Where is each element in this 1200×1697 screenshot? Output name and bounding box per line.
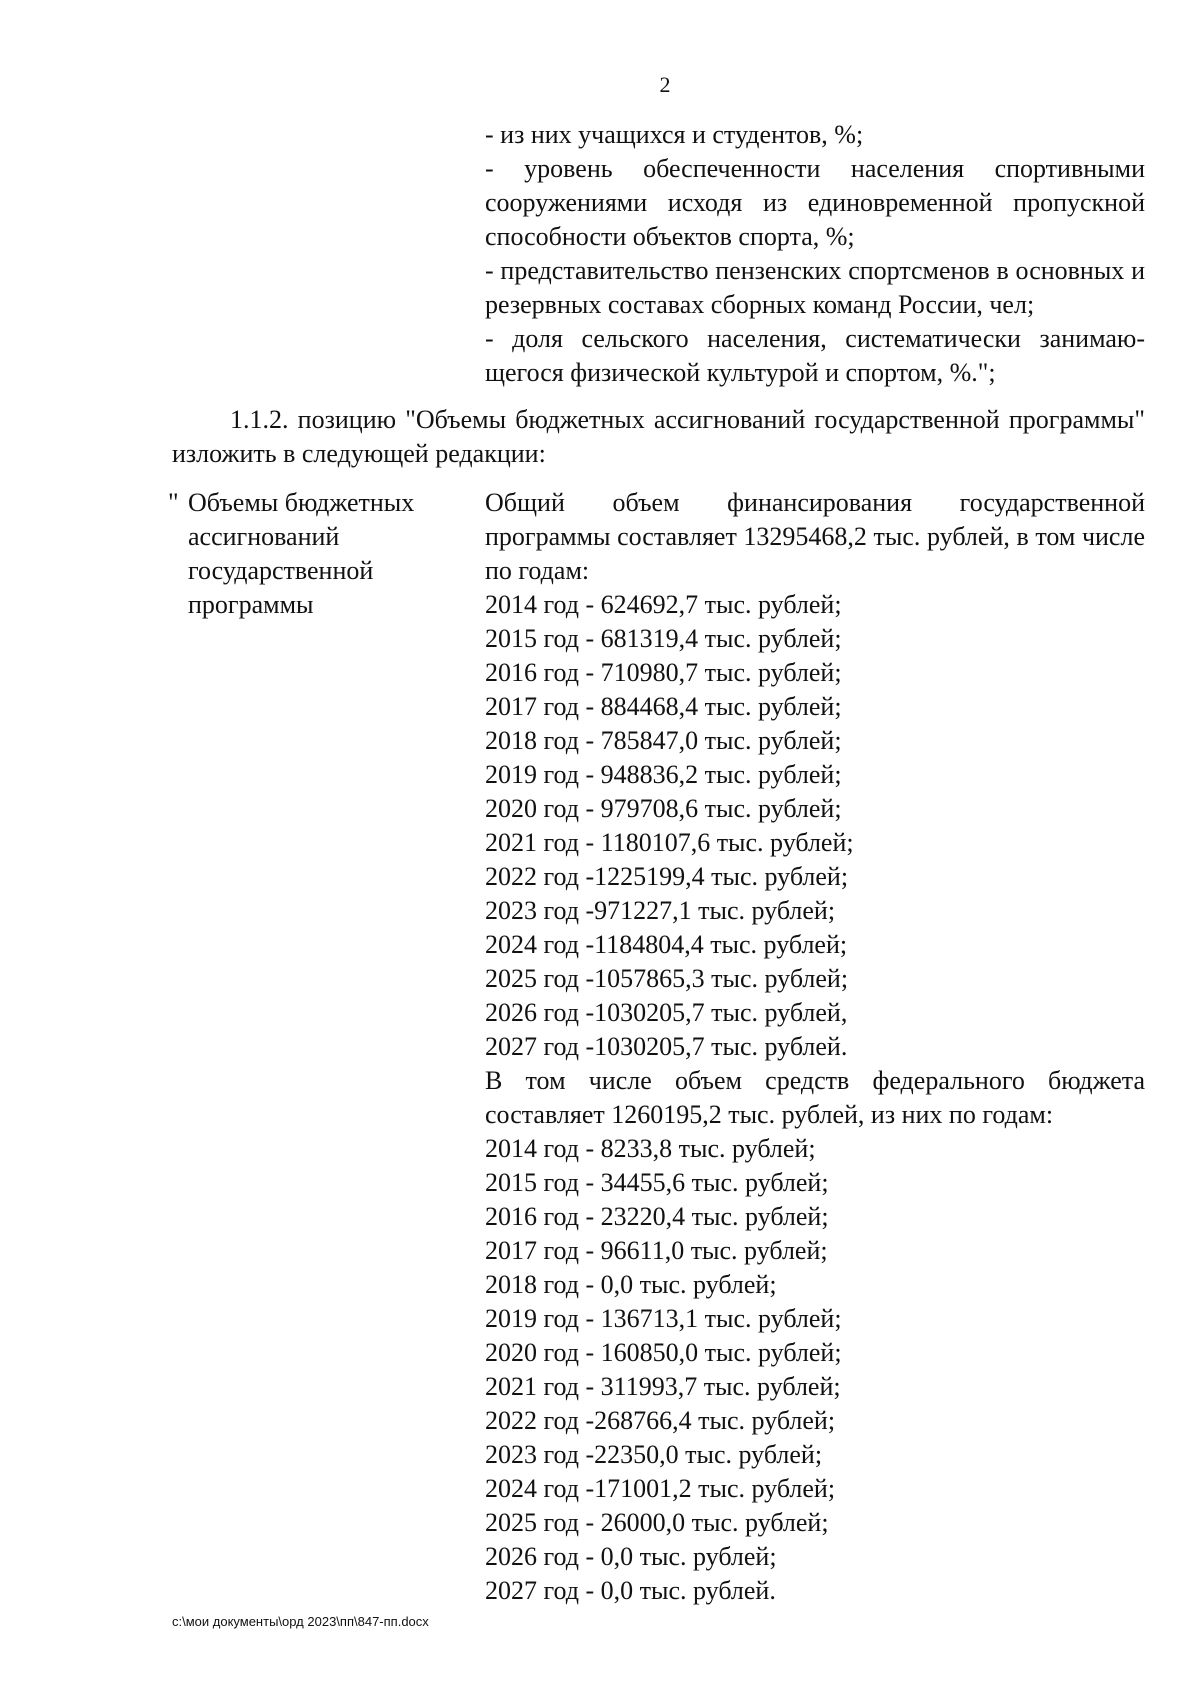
federal-intro: В том числе объем средств федерального бюджета составляет 1260195,2 тыс. рублей, из них по годам: — [485, 1066, 1145, 1129]
federal-by-year-list — [485, 1132, 1145, 1608]
total-year-item: 2021 год - 1180107,6 тыс. рублей; — [485, 828, 854, 857]
total-year-item: 2024 год -1184804,4 тыс. рублей; — [485, 930, 848, 959]
federal-year-item: 2025 год - 26000,0 тыс. рублей; — [485, 1508, 829, 1537]
federal-year-item: 2014 год - 8233,8 тыс. рублей; — [485, 1134, 816, 1163]
federal-year-item: 2024 год -171001,2 тыс. рублей; — [485, 1474, 836, 1503]
total-year-item: 2014 год - 624692,7 тыс. рублей; — [485, 590, 842, 619]
federal-year-item: 2023 год -22350,0 тыс. рублей; — [485, 1440, 823, 1469]
indicator-item: - уровень обеспеченности населения спортивными сооружениями исходя из единовременной пропускной способности объектов спорта, %; — [485, 154, 1145, 251]
total-year-item: 2023 год -971227,1 тыс. рублей; — [485, 896, 836, 925]
total-year-item: 2026 год -1030205,7 тыс. рублей, — [485, 998, 848, 1027]
label-line: ассигнований — [188, 522, 340, 551]
federal-year-item: 2022 год -268766,4 тыс. рублей; — [485, 1406, 836, 1435]
indicator-item: - представительство пензенских спортсменов в основных и резервных составах сборных команд России, чел; — [485, 256, 1145, 319]
federal-year-item: 2015 год - 34455,6 тыс. рублей; — [485, 1168, 829, 1197]
file-path-footer: c:\мои документы\орд 2023\пп\847-пп.docx — [172, 1614, 429, 1629]
indicator-item: - из них учащихся и студентов, %; — [485, 120, 864, 149]
label-line: государственной — [188, 556, 374, 585]
position-label — [168, 486, 468, 622]
total-intro: Общий объем финансирования государственной программы составляет 13295468,2 тыс. рублей, в том числе по годам: — [485, 488, 1145, 585]
total-year-item: 2018 год - 785847,0 тыс. рублей; — [485, 726, 842, 755]
section-text: 1.1.2. позицию "Объемы бюджетных ассигнований государственной программы" изложить в следующей редакции: — [172, 405, 1145, 468]
label-line: Объемы бюджетных — [188, 488, 415, 517]
total-year-item: 2020 год - 979708,6 тыс. рублей; — [485, 794, 842, 823]
federal-year-item: 2027 год - 0,0 тыс. рублей. — [485, 1576, 776, 1605]
federal-year-item: 2026 год - 0,0 тыс. рублей; — [485, 1542, 777, 1571]
total-year-item: 2017 год - 884468,4 тыс. рублей; — [485, 692, 842, 721]
page-number: 2 — [659, 72, 671, 97]
total-year-item: 2027 год -1030205,7 тыс. рублей. — [485, 1032, 848, 1061]
federal-year-item: 2018 год - 0,0 тыс. рублей; — [485, 1270, 777, 1299]
federal-year-item: 2017 год - 96611,0 тыс. рублей; — [485, 1236, 828, 1265]
federal-year-item: 2019 год - 136713,1 тыс. рублей; — [485, 1304, 842, 1333]
indicator-list — [485, 118, 1145, 390]
opening-quote: " — [168, 488, 179, 517]
total-year-item: 2025 год -1057865,3 тыс. рублей; — [485, 964, 849, 993]
total-year-item: 2015 год - 681319,4 тыс. рублей; — [485, 624, 842, 653]
federal-year-item: 2016 год - 23220,4 тыс. рублей; — [485, 1202, 829, 1231]
federal-year-item: 2020 год - 160850,0 тыс. рублей; — [485, 1338, 842, 1367]
funding-values — [485, 486, 1145, 1608]
indicator-item: - доля сельского населения, систематически занимаю-щегося физической культурой и спортом, %."; — [485, 324, 1145, 387]
total-year-item: 2016 год - 710980,7 тыс. рублей; — [485, 658, 842, 687]
federal-year-item: 2021 год - 311993,7 тыс. рублей; — [485, 1372, 841, 1401]
section-paragraph — [172, 403, 1145, 471]
total-year-item: 2022 год -1225199,4 тыс. рублей; — [485, 862, 849, 891]
label-line: программы — [188, 590, 314, 619]
total-by-year-list — [485, 588, 1145, 1064]
total-year-item: 2019 год - 948836,2 тыс. рублей; — [485, 760, 842, 789]
